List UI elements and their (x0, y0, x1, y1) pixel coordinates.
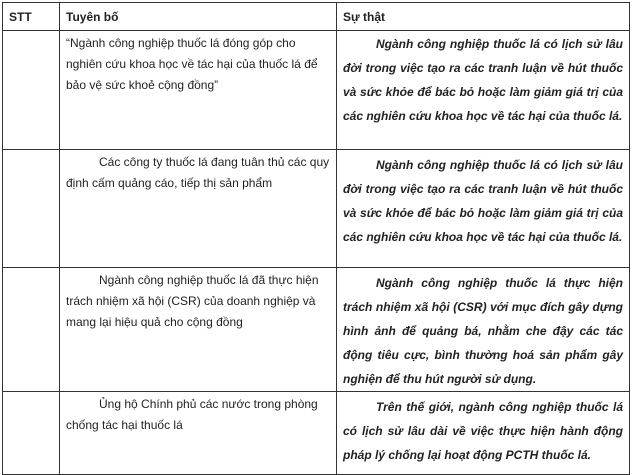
row-number-cell (3, 268, 60, 392)
claim-cell (60, 392, 337, 475)
fact-text: Ngành công nghiệp thuốc lá có lịch sử lâu đời trong việc tạo ra các tranh luận về hút thuốc và sức khỏe để bác bỏ hoặc làm giảm giá trị của các nghiên cứu khoa học về tác hại của thuốc lá. (343, 37, 623, 123)
claim-cell (60, 268, 337, 392)
header-fact: Sự thật (337, 3, 630, 31)
header-stt: STT (3, 3, 60, 31)
table-header-row (3, 3, 630, 31)
fact-cell (337, 31, 630, 150)
claim-text: “Ngành công nghiệp thuốc lá đóng góp cho nghiên cứu khoa học về tác hại của thuốc lá để bảo vệ sức khoẻ cộng đồng” (66, 36, 318, 92)
fact-text: Ngành công nghiệp thuốc lá thực hiện trách nhiệm xã hội (CSR) với mục đích gây dựng hình ảnh để quảng bá, nhằm che đậy các tác động tiêu cực, bình thường hoá sản phẩm gây nghiện để thu hút người sử dụng. (343, 276, 623, 386)
claim-text: Ủng hộ Chính phủ các nước trong phòng chống tác hại thuốc lá (66, 397, 318, 432)
claim-cell (60, 150, 337, 268)
table-row (3, 150, 630, 268)
fact-cell (337, 392, 630, 475)
row-number-cell (3, 150, 60, 268)
claim-text: Các công ty thuốc lá đang tuân thủ các quy định cấm quảng cáo, tiếp thị sản phẩm (66, 155, 330, 190)
fact-cell (337, 268, 630, 392)
header-claim: Tuyên bố (60, 3, 337, 31)
row-number-cell (3, 392, 60, 475)
fact-text: Trên thế giới, ngành công nghiệp thuốc lá có lịch sử lâu dài về việc thực hiện hành động pháp lý chống lại hoạt động PCTH thuốc lá. (343, 400, 623, 462)
fact-cell (337, 150, 630, 268)
table-row (3, 31, 630, 150)
row-number-cell (3, 31, 60, 150)
claim-cell (60, 31, 337, 150)
claims-facts-table (2, 2, 630, 475)
table-row (3, 392, 630, 475)
fact-text: Ngành công nghiệp thuốc lá có lịch sử lâu đời trong việc tạo ra các tranh luận về hút thuốc và sức khỏe để bác bỏ hoặc làm giảm giá trị của các nghiên cứu khoa học về tác hại của thuốc lá. (343, 158, 623, 244)
table-row (3, 268, 630, 392)
claim-text: Ngành công nghiệp thuốc lá đã thực hiện trách nhiệm xã hội (CSR) của doanh nghiệp và mang lại hiệu quả cho cộng đồng (66, 273, 319, 329)
